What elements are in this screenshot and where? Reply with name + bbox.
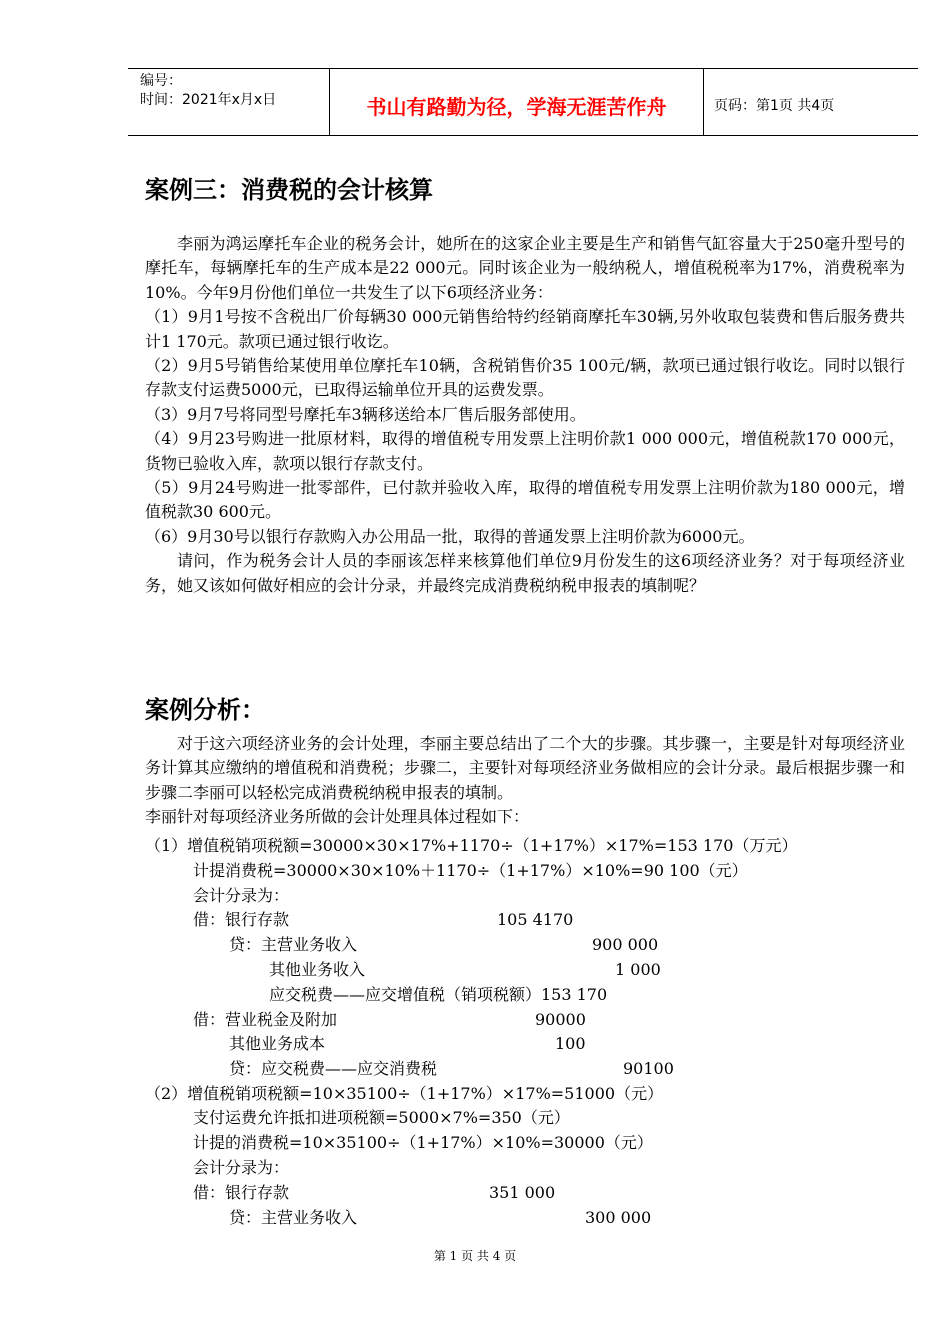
case-description	[145, 232, 905, 598]
analysis-title: 案例分析：	[145, 696, 265, 724]
page-header	[128, 68, 918, 136]
entry-line: 会计分录为：	[193, 886, 290, 905]
entry-line: 其他业务收入	[269, 960, 366, 979]
entry-line: （2）增值税销项税额=10×35100÷（1+17%）×17%=51000（元）	[145, 1084, 664, 1103]
entry-line: 支付运费允许抵扣进项税额=5000×7%=350（元）	[193, 1108, 570, 1127]
entry-line: 会计分录为：	[193, 1158, 290, 1177]
case-item-1: （1）9月1号按不含税出厂价每辆30 000元销售给特约经销商摩托车30辆,另外收取包装费和售后服务费共计1 170元。款项已通过银行收讫。	[145, 307, 905, 351]
entry-amount: 90000	[535, 1010, 586, 1029]
entry-line: 借：营业税金及附加	[193, 1010, 338, 1029]
entry-amount: 105 4170	[497, 910, 574, 929]
analysis-intro-block	[145, 732, 905, 830]
entry-amount: 90100	[623, 1059, 674, 1078]
analysis-intro-paragraph: 对于这六项经济业务的会计处理，李丽主要总结出了二个大的步骤。其步骤一，主要是针对每项经济业务计算其应缴纳的增值税和消费税；步骤二，主要针对每项经济业务做相应的会计分录。最后根据步骤一和步骤二李丽可以轻松完成消费税纳税申报表的填制。	[145, 734, 905, 802]
case-item-2: （2）9月5号销售给某使用单位摩托车10辆，含税销售价35 100元/辆，款项已通过银行收讫。同时以银行存款支付运费5000元，已取得运输单位开具的运费发票。	[145, 356, 905, 400]
case-item-5: （5）9月24号购进一批零部件，已付款并验收入库，取得的增值税专用发票上注明价款为180 000元，增值税款30 600元。	[145, 478, 905, 522]
analysis-lead-line: 李丽针对每项经济业务所做的会计处理具体过程如下：	[145, 807, 530, 827]
header-slogan: 书山有路勤为径，学海无涯苦作舟	[330, 69, 704, 135]
entry-line: 计提消费税=30000×30×10%＋1170÷（1+17%）×10%=90 100（元）	[193, 861, 748, 880]
page-footer: 第 1 页 共 4 页	[433, 1249, 517, 1263]
document-time-label: 时间：2021年x月x日	[140, 92, 277, 108]
entry-amount: 900 000	[592, 935, 659, 954]
document-number-label: 编号：	[140, 73, 182, 89]
entry-line: 应交税费——应交增值税（销项税额）153 170	[269, 985, 608, 1004]
entry-line: 贷：主营业务收入	[229, 935, 358, 954]
entry-amount: 351 000	[489, 1183, 556, 1202]
entry-line: 其他业务成本	[229, 1034, 326, 1053]
entry-line: 计提的消费税=10×35100÷（1+17%）×10%=30000（元）	[193, 1133, 653, 1152]
entry-amount: 100	[555, 1034, 586, 1053]
case-intro-paragraph: 李丽为鸿运摩托车企业的税务会计，她所在的这家企业主要是生产和销售气缸容量大于250毫升型号的摩托车，每辆摩托车的生产成本是22 000元。同时该企业为一般纳税人，增值税税率为17%，消费税率为10%。今年9月份他们单位一共发生了以下6项经济业务：	[145, 234, 905, 302]
entry-line: 借：银行存款	[193, 910, 290, 929]
header-page-label: 页码：第1页 共4页	[714, 98, 835, 114]
case-item-3: （3）9月7号将同型号摩托车3辆移送给本厂售后服务部使用。	[145, 404, 586, 424]
case-title: 案例三：消费税的会计核算	[145, 176, 433, 204]
case-item-6: （6）9月30号以银行存款购入办公用品一批，取得的普通发票上注明价款为6000元。	[145, 526, 755, 546]
entry-line: 借：银行存款	[193, 1183, 290, 1202]
case-item-4: （4）9月23号购进一批原材料，取得的增值税专用发票上注明价款1 000 000元，增值税款170 000元，货物已验收入库，款项以银行存款支付。	[145, 429, 905, 473]
case-question-paragraph: 请问，作为税务会计人员的李丽该怎样来核算他们单位9月份发生的这6项经济业务？对于每项经济业务，她又该如何做好相应的会计分录，并最终完成消费税纳税申报表的填制呢？	[145, 551, 905, 595]
entry-amount: 1 000	[615, 960, 661, 979]
entry-line: （1）增值税销项税额=30000×30×17%+1170÷（1+17%）×17%=153 170（万元）	[145, 836, 798, 855]
header-meta-cell	[128, 69, 330, 135]
entry-line: 贷：应交税费——应交消费税	[229, 1059, 438, 1078]
entry-amount: 300 000	[585, 1208, 652, 1227]
entry-line: 贷：主营业务收入	[229, 1208, 358, 1227]
